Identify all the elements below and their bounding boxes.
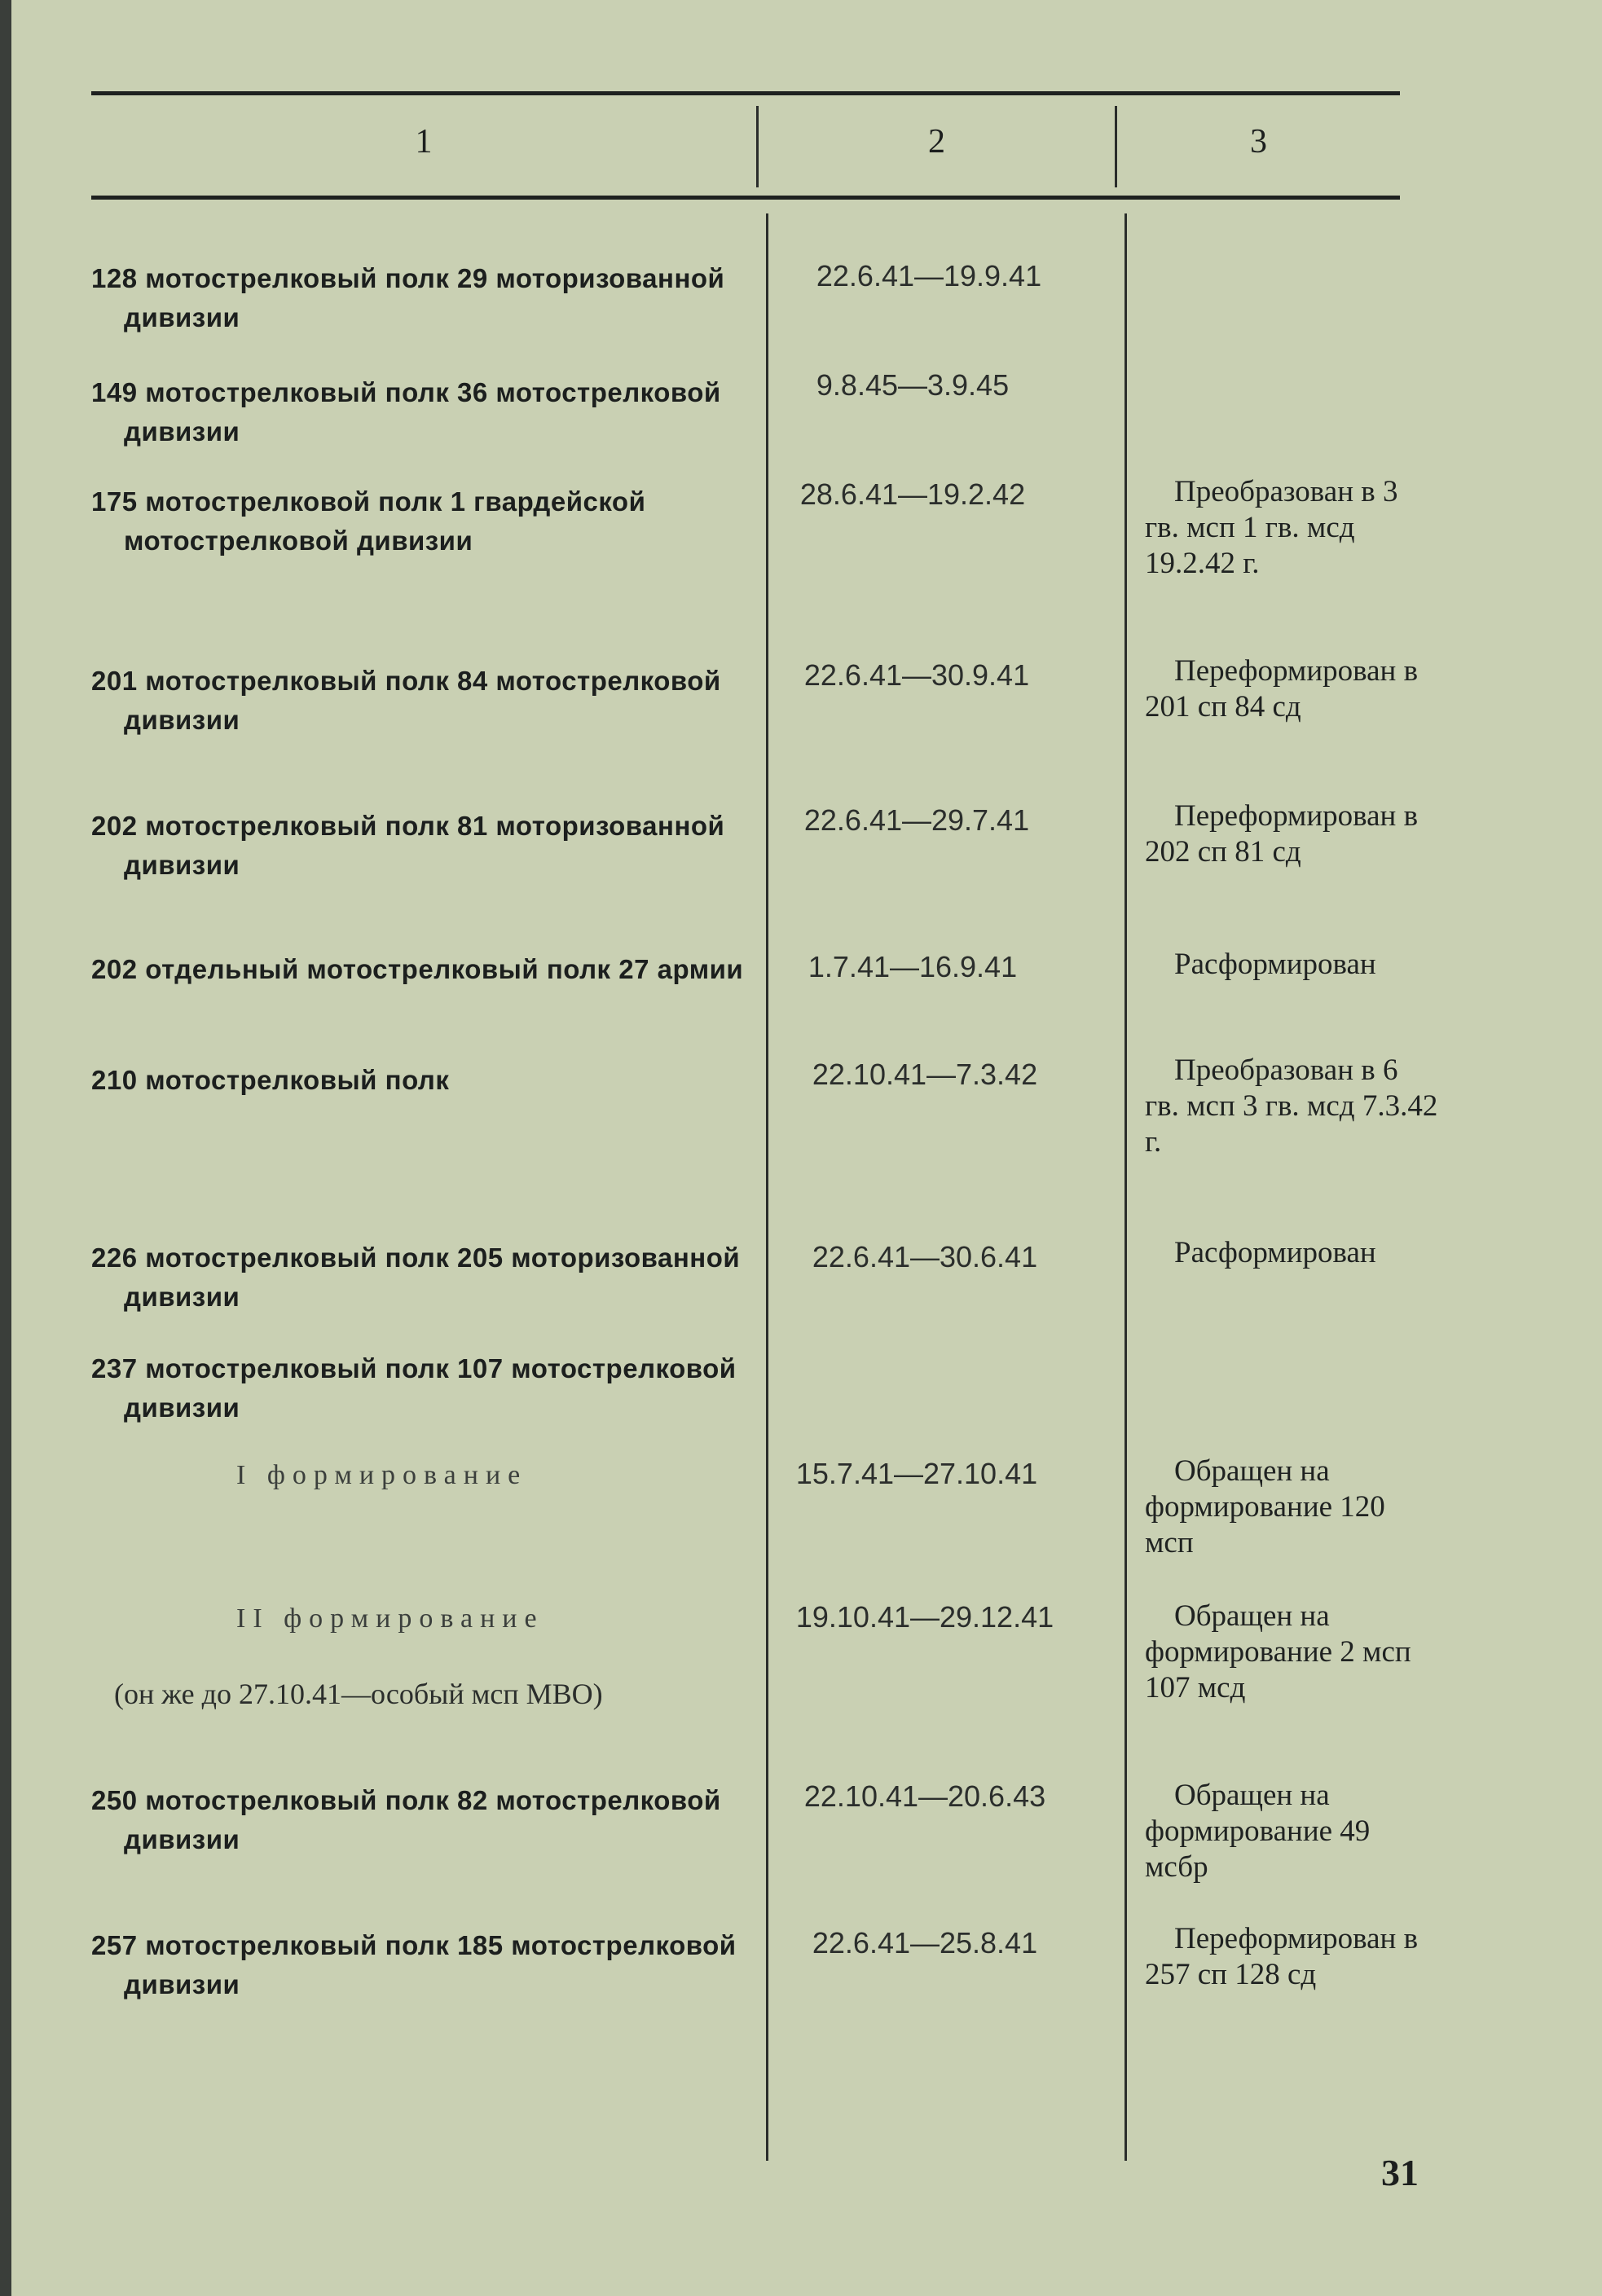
formation-label: II формирование (236, 1603, 544, 1634)
remark: Обращен на формирование 2 мсп 107 мсд (1145, 1599, 1411, 1704)
column-divider-2 (1124, 213, 1127, 2161)
service-period: 15.7.41—27.10.41 (795, 1457, 1038, 1490)
service-period: 22.6.41—30.6.41 (812, 1240, 1038, 1273)
page-number: 31 (1381, 2152, 1419, 2193)
remark: Обращен на формирование 49 мсбр (1145, 1779, 1371, 1884)
service-period: 22.10.41—20.6.43 (803, 1779, 1046, 1813)
unit-name: 257 мотострелковый полк 185 мотострелковой дивизии (91, 1930, 737, 1999)
remark: Обращен на формирование 120 мсп (1145, 1454, 1385, 1559)
page-edge (0, 0, 11, 2296)
service-period: 1.7.41—16.9.41 (808, 950, 1018, 983)
formation-label: I формирование (236, 1460, 528, 1490)
service-period: 22.6.41—30.9.41 (803, 658, 1030, 692)
unit-name: 250 мотострелковый полк 82 мотострелковой дивизии (91, 1785, 721, 1854)
unit-name: 237 мотострелковый полк 107 мотострелковой дивизии (91, 1353, 737, 1423)
column-header-1: 1 (415, 123, 433, 161)
service-period: 19.10.41—29.12.41 (795, 1600, 1054, 1634)
header-bottom-rule (91, 196, 1400, 200)
unit-name: 149 мотострелковый полк 36 мотострелковой дивизии (91, 377, 721, 446)
service-period: 9.8.45—3.9.45 (816, 368, 1010, 402)
unit-name: 226 мотострелковый полк 205 моторизованной дивизии (91, 1243, 741, 1312)
unit-name: 202 мотострелковый полк 81 моторизованной дивизии (91, 811, 725, 880)
unit-name: 175 мотострелковой полк 1 гвардейской мотострелковой дивизии (91, 486, 646, 556)
unit-name: 210 мотострелковый полк (91, 1065, 450, 1095)
service-period: 22.6.41—25.8.41 (812, 1926, 1038, 1960)
column-header-3: 3 (1250, 123, 1267, 161)
remark: Расформирован (1174, 1236, 1376, 1269)
remark: Переформирован в 201 сп 84 сд (1145, 654, 1419, 724)
service-period: 22.10.41—7.3.42 (812, 1058, 1038, 1091)
formation-note: (он же до 27.10.41—особый мсп МВО) (114, 1678, 603, 1710)
remark: Преобразован в 3 гв. мсп 1 гв. мсд 19.2.42 г. (1145, 475, 1398, 580)
remark: Расформирован (1174, 948, 1376, 981)
service-period: 22.6.41—19.9.41 (816, 259, 1042, 292)
unit-name: 202 отдельный мотострелковый полк 27 армии (91, 954, 744, 984)
unit-name: 201 мотострелковый полк 84 мотострелковой дивизии (91, 666, 721, 735)
service-period: 22.6.41—29.7.41 (803, 803, 1030, 837)
remark: Преобразован в 6 гв. мсп 3 гв. мсд 7.3.42 г. (1145, 1053, 1438, 1159)
service-period: 28.6.41—19.2.42 (799, 477, 1026, 511)
remark: Переформирован в 257 сп 128 сд (1145, 1922, 1419, 1991)
unit-name: 128 мотострелковый полк 29 моторизованной дивизии (91, 263, 725, 332)
top-rule (91, 91, 1400, 95)
remark: Переформирован в 202 сп 81 сд (1145, 799, 1419, 869)
column-header-2: 2 (928, 123, 945, 161)
